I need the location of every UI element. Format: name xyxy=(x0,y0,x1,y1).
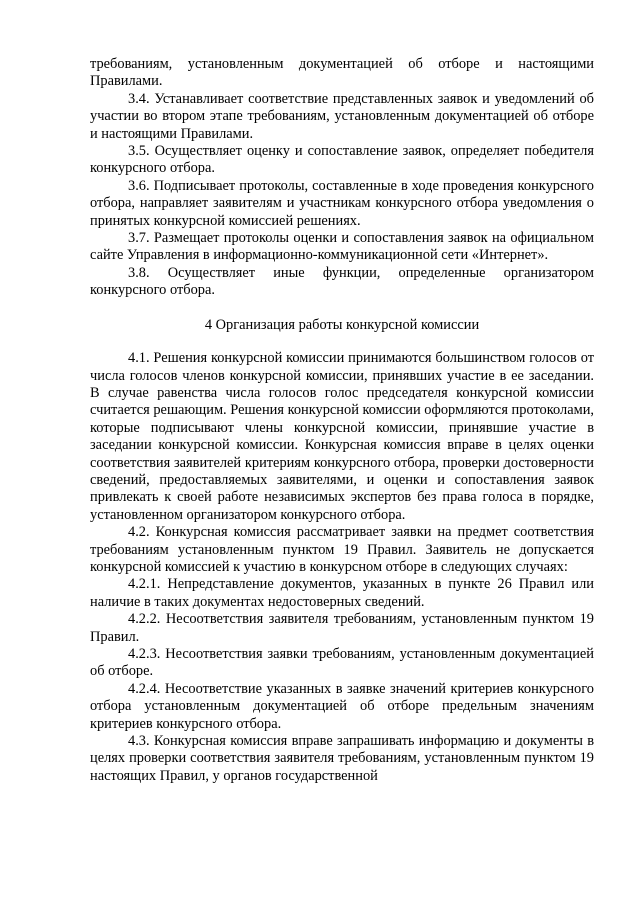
paragraph-3-5: 3.5. Осуществляет оценку и сопоставление заявок, определяет победителя конкурсного отбора. xyxy=(90,143,594,177)
paragraph-4-2-1: 4.2.1. Непредставление документов, указанных в пункте 26 Правил или наличие в таких документах недостоверных сведений. xyxy=(90,576,594,610)
paragraph-3-8: 3.8. Осуществляет иные функции, определенные организатором конкурсного отбора. xyxy=(90,264,594,299)
paragraph-4-2: 4.2. Конкурсная комиссия рассматривает заявки на предмет соответствия требованиям установленным пунктом 19 Правил. Заявитель не допускается конкурсной комиссией к участию в конкурсном отборе в следующих случаях: xyxy=(90,524,594,575)
document-page xyxy=(90,56,594,785)
paragraph-3-4: 3.4. Устанавливает соответствие представленных заявок и уведомлений об участии во втором этапе требованиям, установленным документацией об отборе и настоящими Правилами. xyxy=(90,90,594,142)
paragraph-3-7: 3.7. Размещает протоколы оценки и сопоставления заявок на официальном сайте Управления в информационно-коммуникационной сети «Интернет». xyxy=(90,230,594,264)
paragraph-4-3: 4.3. Конкурсная комиссия вправе запрашивать информацию и документы в целях проверки соответствия заявителя требованиям, установленным пунктом 19 настоящих Правил, у органов государственной xyxy=(90,733,594,784)
paragraph-4-2-3: 4.2.3. Несоответствия заявки требованиям, установленным документацией об отборе. xyxy=(90,646,594,680)
paragraph-4-2-4: 4.2.4. Несоответствие указанных в заявке значений критериев конкурсного отбора установленным документацией об отборе предельным значениям критериев конкурсного отбора. xyxy=(90,680,594,732)
section-heading: 4 Организация работы конкурсной комиссии xyxy=(204,316,480,333)
paragraph-3-6: 3.6. Подписывает протоколы, составленные в ходе проведения конкурсного отбора, направляет заявителям и участникам конкурсного отбора уведомления о принятых конкурсной комиссией решениях. xyxy=(90,177,594,229)
paragraph-4-1: 4.1. Решения конкурсной комиссии принимаются большинством голосов от числа голосов членов конкурсной комиссии, принявших участие в ее заседании. В случае равенства числа голосов голос председателя конкурсной комиссии считается решающим. Решения конкурсной комиссии оформляются протоколами, которые подписывают члены конкурсной комиссии, принявшие участие в заседании конкурсной комиссии. Конкурсная комиссия вправе в целях оценки соответствия заявителей критериям конкурсного отбора, проверки достоверности сведений, предоставляемых заявителями, и оценки и сопоставления заявок привлекать к своей работе независимых экспертов без права голоса в порядке, установленном организатором конкурсного отбора. xyxy=(90,350,594,523)
paragraph-4-2-2: 4.2.2. Несоответствия заявителя требованиям, установленным пунктом 19 Правил. xyxy=(90,611,594,645)
paragraph-continuation: требованиям, установленным документацией об отборе и настоящими Правилами. xyxy=(90,56,594,90)
